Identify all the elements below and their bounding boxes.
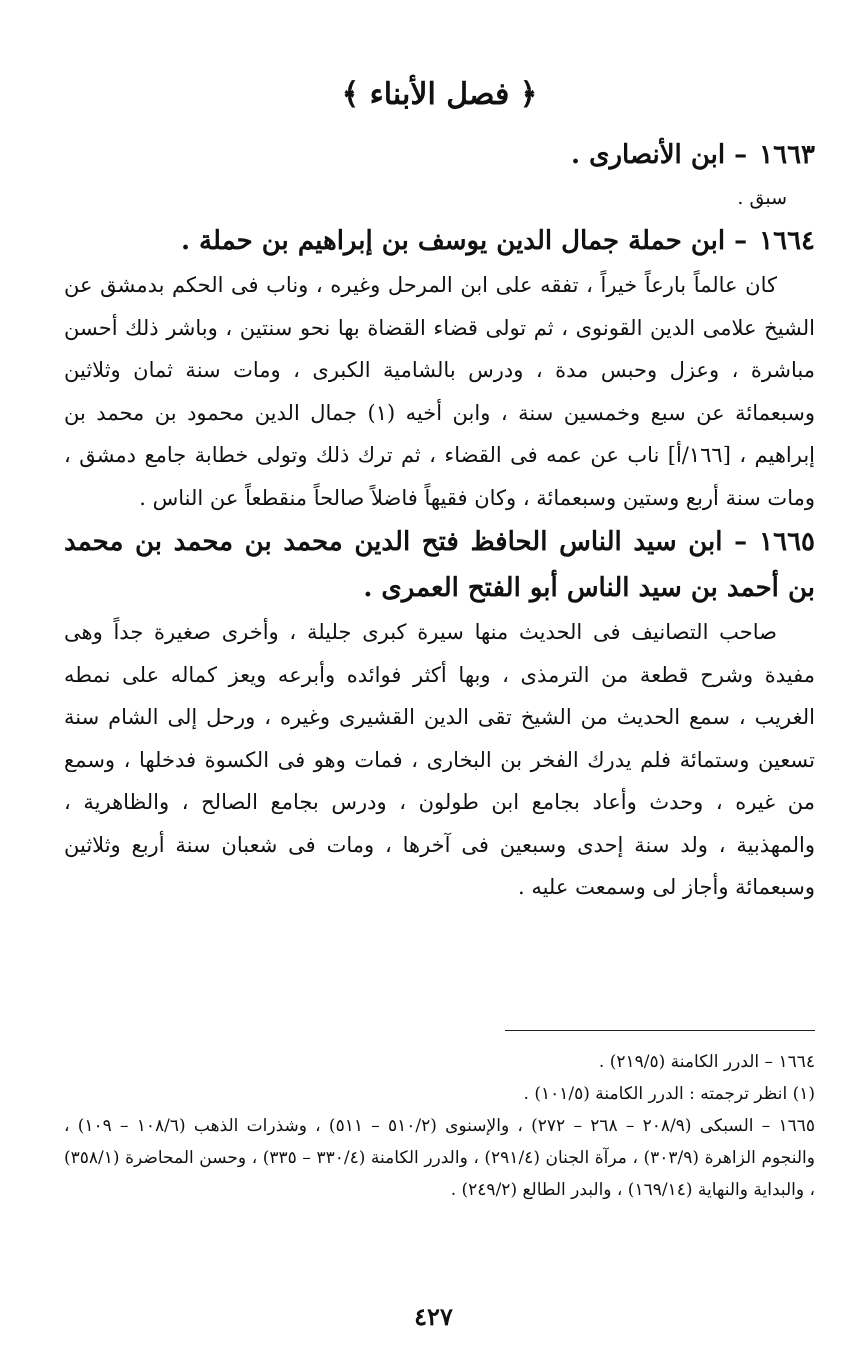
- chapter-title: ﴿ فصل الأبناء ﴾: [341, 77, 538, 112]
- entry-heading-1663: [64, 132, 815, 178]
- entry-number: ١٦٦٤: [759, 226, 815, 256]
- entry-title: – ابن الأنصارى .: [571, 140, 748, 170]
- entry-note: سبق .: [737, 187, 787, 209]
- entry-heading-1664: [64, 218, 815, 264]
- entry-title: – ابن سيد الناس الحافظ فتح الدين محمد بن محمد بن محمد بن أحمد بن سيد الناس أبو الفتح العمرى .: [64, 527, 815, 603]
- entry-title: – ابن حملة جمال الدين يوسف بن إبراهيم بن حملة .: [180, 226, 748, 256]
- entry-body-1665: صاحب التصانيف فى الحديث منها سيرة كبرى جليلة ، وأخرى صغيرة جداً وهى مفيدة وشرح قطعة من الترمذى ، وبها أكثر فوائده وأبرعه ويعز كماله على نمطه الغريب ، سمع الحديث من الشيخ تقى الدين القشيرى وغيره ، ورحل إلى الشام سنة تسعين وستمائة فلم يدرك الفخر بن البخارى ، فمات وهو فى الكسوة فدخلها ، وسمع من غيره ، وحدث وأعاد بجامع ابن طولون ، ودرس بجامع الصالح ، والظاهرية ، والمهذبية ، ولد سنة إحدى وسبعين فى آخرها ، ومات فى شعبان سنة أربع وثلاثين وسبعمائة وأجاز لى وسمعت عليه .: [64, 620, 815, 899]
- entry-body-1664: كان عالماً بارعاً خيراً ، تفقه على ابن المرحل وغيره ، وناب فى الحكم بدمشق عن الشيخ علامى الدين القونوى ، ثم تولى قضاء القضاة بها نحو سنتين ، وباشر ذلك أحسن مباشرة ، وعزل وحبس مدة ، ودرس بالشامية الكبرى ، ومات سنة ثمان وثلاثين وسبعمائة عن سبع وخمسين سنة ، وابن أخيه (١) جمال الدين محمود بن محمد بن إبراهيم ، [١٦٦/أ] ناب عن عمه فى القضاء ، ثم ترك ذلك وتولى خطابة جامع دمشق ، ومات سنة أربع وستين وسبعمائة ، وكان فقيهاً فاضلاً صالحاً منقطعاً عن الناس .: [64, 273, 816, 510]
- footnote: ١٦٦٥ – السبكى (٢٠٨/٩ – ٢٦٨ – ٢٧٢) ، والإسنوى (٥١٠/٢ – ٥١١) ، وشذرات الذهب (١٠٨/٦ – ١٠٩) ، والنجوم الزاهرة (٣٠٣/٩) ، مرآة الجنان (٢٩١/٤) ، والدرر الكامنة (٣٣٠/٤ – ٣٣٥) ، وحسن المحاضرة (٣٥٨/١) ، والبداية والنهاية (١٦٩/١٤) ، والبدر الطالع (٢٤٩/٢) .: [64, 1116, 815, 1200]
- footnote: (١) انظر ترجمته : الدرر الكامنة (١٠١/٥) .: [523, 1084, 815, 1104]
- footnote: ١٦٦٤ – الدرر الكامنة (٢١٩/٥) .: [598, 1052, 815, 1072]
- footnote-divider: [505, 1030, 815, 1031]
- entry-number: ١٦٦٥: [759, 527, 815, 557]
- entry-heading-1665: [64, 519, 815, 611]
- entry-number: ١٦٦٣: [759, 140, 815, 170]
- page-number: ٤٢٧: [414, 1302, 453, 1331]
- footnotes: [64, 1046, 815, 1206]
